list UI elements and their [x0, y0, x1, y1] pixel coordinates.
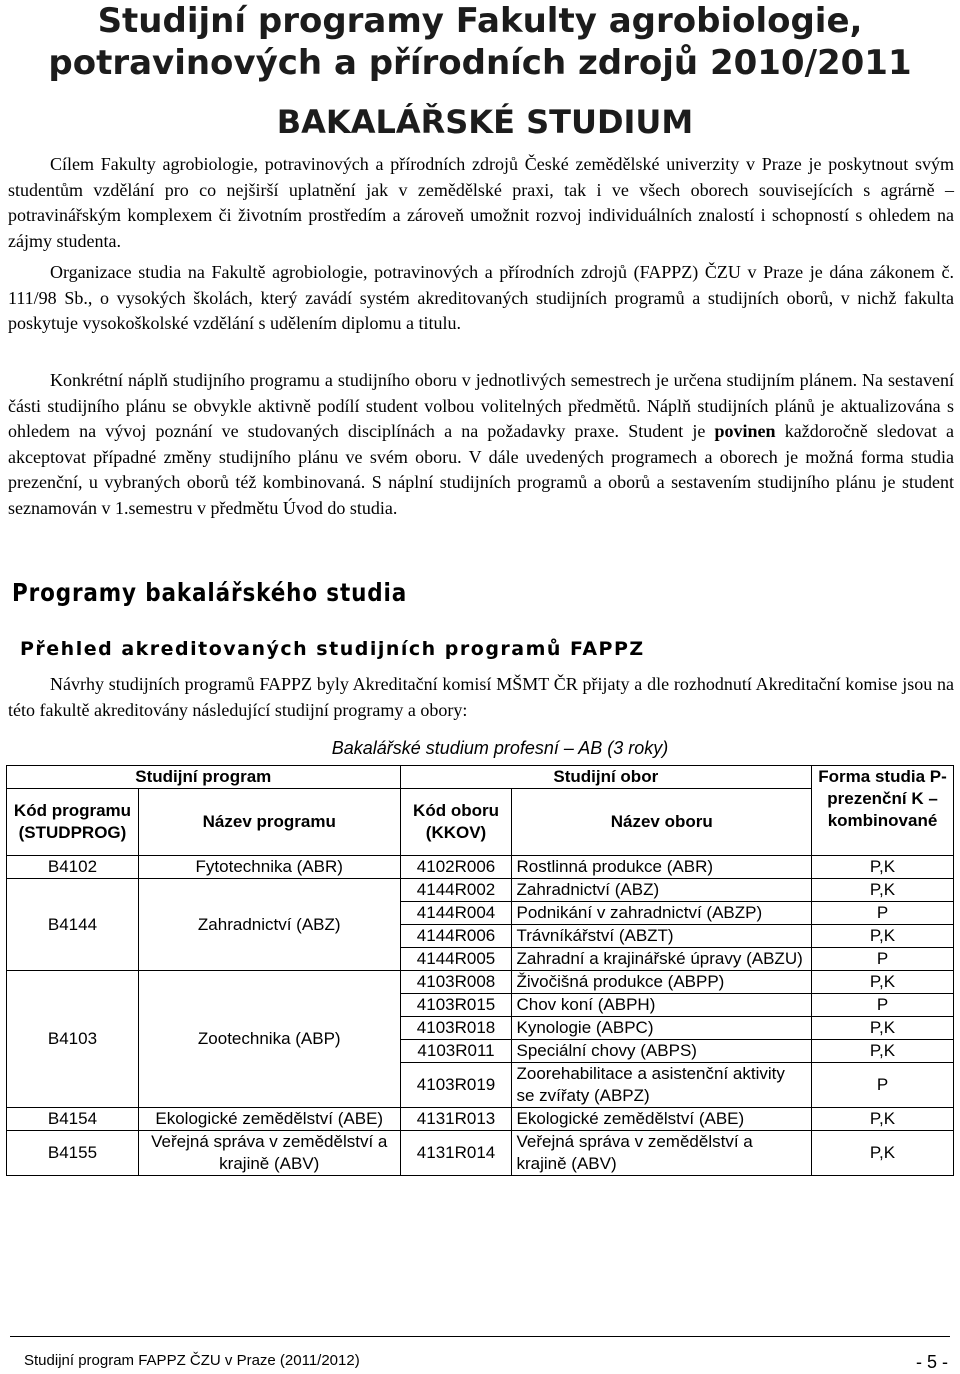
- program-name-cell: Fytotechnika (ABR): [138, 856, 400, 879]
- page-number: - 5 -: [915, 1352, 948, 1372]
- study-form-cell: P,K: [812, 1108, 954, 1131]
- field-name-cell: Zahradní a krajinářské úpravy (ABZU): [512, 948, 812, 971]
- table-body: [7, 856, 954, 1176]
- study-form-cell: P: [812, 902, 954, 925]
- intro-paragraph-2: Organizace studia na Fakultě agrobiologie, potravinových a přírodních zdrojů (FAPPZ) ČZU v Praze je dána zákonem č. 111/98 Sb., o vysokých školách, který zavádí systém akreditovaných studijních programů a studijních oborů, v nichž fakulta poskytuje vysokoškolské vzdělání s udělením diplomu a titulu.: [8, 262, 954, 334]
- table-row: [7, 879, 954, 902]
- subsection-heading: Přehled akreditovaných studijních programů FAPPZ: [20, 638, 645, 660]
- study-form-cell: P,K: [812, 971, 954, 994]
- intro-paragraph-3-part-b: každoročně sledovat a akceptovat případné změny studijního plánu ve svém oboru. V dále uvedených programech a oborech je možná forma studia prezenční, u vybraných oborů též kombinovaná. S náplní studijních programů a oborů a sestavením studijního plánu je student seznamován v 1.semestru v předmětu Úvod do studia.: [8, 421, 954, 518]
- field-code-cell: 4144R004: [400, 902, 512, 925]
- field-name-cell: Živočišná produkce (ABPP): [512, 971, 812, 994]
- program-code-cell: B4144: [7, 879, 139, 971]
- program-name-cell: Veřejná správa v zemědělství a krajině (ABV): [138, 1131, 400, 1176]
- field-name-cell: Veřejná správa v zemědělství a krajině (ABV): [512, 1131, 812, 1176]
- header-study-program: Studijní program: [7, 766, 401, 789]
- field-code-cell: 4131R013: [400, 1108, 512, 1131]
- table-row: [7, 1108, 954, 1131]
- program-code-cell: B4154: [7, 1108, 139, 1131]
- program-name-cell: Zootechnika (ABP): [138, 971, 400, 1108]
- header-program-name: Název programu: [138, 789, 400, 856]
- footer-text: Studijní program FAPPZ ČZU v Praze (2011/2012): [24, 1352, 360, 1369]
- field-name-cell: Chov koní (ABPH): [512, 994, 812, 1017]
- study-form-cell: P,K: [812, 1040, 954, 1063]
- intro-paragraph-1: Cílem Fakulty agrobiologie, potravinových a přírodních zdrojů České zemědělské univerzity v Praze je poskytnout svým studentům vzdělání pro co nejširší uplatnění jak v zemědělské praxi, tak i ve všech oborech souvisejících s agrárně – potravinářským komplexem či životním prostředím a zároveň umožnit rozvoj individuálních znalostí i schopností s ohledem na zájmy studenta.: [8, 154, 954, 251]
- program-code-cell: B4103: [7, 971, 139, 1108]
- field-name-cell: Speciální chovy (ABPS): [512, 1040, 812, 1063]
- field-code-cell: 4144R005: [400, 948, 512, 971]
- program-name-cell: Zahradnictví (ABZ): [138, 879, 400, 971]
- accreditation-paragraph: Návrhy studijních programů FAPPZ byly Akreditační komisí MŠMT ČR přijaty a dle rozhodnutí Akreditační komise jsou na této fakultě akreditovány následující studijní programy a obory:: [8, 674, 954, 720]
- section-heading: Programy bakalářského studia: [12, 578, 408, 607]
- table-caption: Bakalářské studium profesní – AB (3 roky): [331, 738, 669, 758]
- study-form-cell: P: [812, 994, 954, 1017]
- table-row: [7, 856, 954, 879]
- study-form-cell: P,K: [812, 856, 954, 879]
- field-code-cell: 4103R018: [400, 1017, 512, 1040]
- header-field-name: Název oboru: [512, 789, 812, 856]
- field-code-cell: 4144R006: [400, 925, 512, 948]
- intro-paragraph-3-bold: povinen: [714, 421, 776, 442]
- table-header-row-1: [7, 766, 954, 789]
- study-form-cell: P,K: [812, 1131, 954, 1176]
- intro-paragraph-3-part-a: Konkrétní náplň studijního programu a studijního oboru v jednotlivých semestrech je určena studijním plánem. Na sestavení části studijního plánu se obvykle aktivně podílí student volbou volitelných předmětů. Náplň studijních plánů je aktualizována s ohledem na vývoj poznání ve studovaných disciplínách a na požadavky praxe. Student je: [8, 370, 954, 442]
- table-row: [7, 971, 954, 994]
- header-study-form: Forma studia P- prezenční K – kombinované: [812, 766, 954, 856]
- header-program-code: Kód programu (STUDPROG): [7, 789, 139, 856]
- field-code-cell: 4102R006: [400, 856, 512, 879]
- program-code-cell: B4102: [7, 856, 139, 879]
- study-form-cell: P,K: [812, 1017, 954, 1040]
- field-name-cell: Trávníkářství (ABZT): [512, 925, 812, 948]
- program-name-cell: Ekologické zemědělství (ABE): [138, 1108, 400, 1131]
- field-name-cell: Ekologické zemědělství (ABE): [512, 1108, 812, 1131]
- field-code-cell: 4103R015: [400, 994, 512, 1017]
- field-code-cell: 4103R011: [400, 1040, 512, 1063]
- table-row: [7, 1131, 954, 1176]
- document-subtitle: BAKALÁŘSKÉ STUDIUM: [276, 103, 694, 141]
- field-code-cell: 4103R008: [400, 971, 512, 994]
- study-form-cell: P,K: [812, 925, 954, 948]
- table-header-row-2: [7, 789, 954, 856]
- field-name-cell: Podnikání v zahradnictví (ABZP): [512, 902, 812, 925]
- field-name-cell: Zoorehabilitace a asistenční aktivity se zvířaty (ABPZ): [512, 1063, 812, 1108]
- program-code-cell: B4155: [7, 1131, 139, 1176]
- title-line-2: potravinových a přírodních zdrojů 2010/2011: [48, 43, 912, 83]
- document-title: [0, 0, 960, 84]
- field-name-cell: Zahradnictví (ABZ): [512, 879, 812, 902]
- study-form-cell: P,K: [812, 879, 954, 902]
- field-code-cell: 4103R019: [400, 1063, 512, 1108]
- title-line-1: Studijní programy Fakulty agrobiologie,: [97, 1, 863, 41]
- intro-paragraph-3: [8, 368, 954, 522]
- programs-table: [6, 765, 954, 1176]
- study-form-cell: P: [812, 948, 954, 971]
- header-field-code: Kód oboru (KKOV): [400, 789, 512, 856]
- study-form-cell: P: [812, 1063, 954, 1108]
- footer-divider: [10, 1336, 950, 1337]
- field-code-cell: 4144R002: [400, 879, 512, 902]
- header-study-field: Studijní obor: [400, 766, 811, 789]
- field-code-cell: 4131R014: [400, 1131, 512, 1176]
- field-name-cell: Rostlinná produkce (ABR): [512, 856, 812, 879]
- field-name-cell: Kynologie (ABPC): [512, 1017, 812, 1040]
